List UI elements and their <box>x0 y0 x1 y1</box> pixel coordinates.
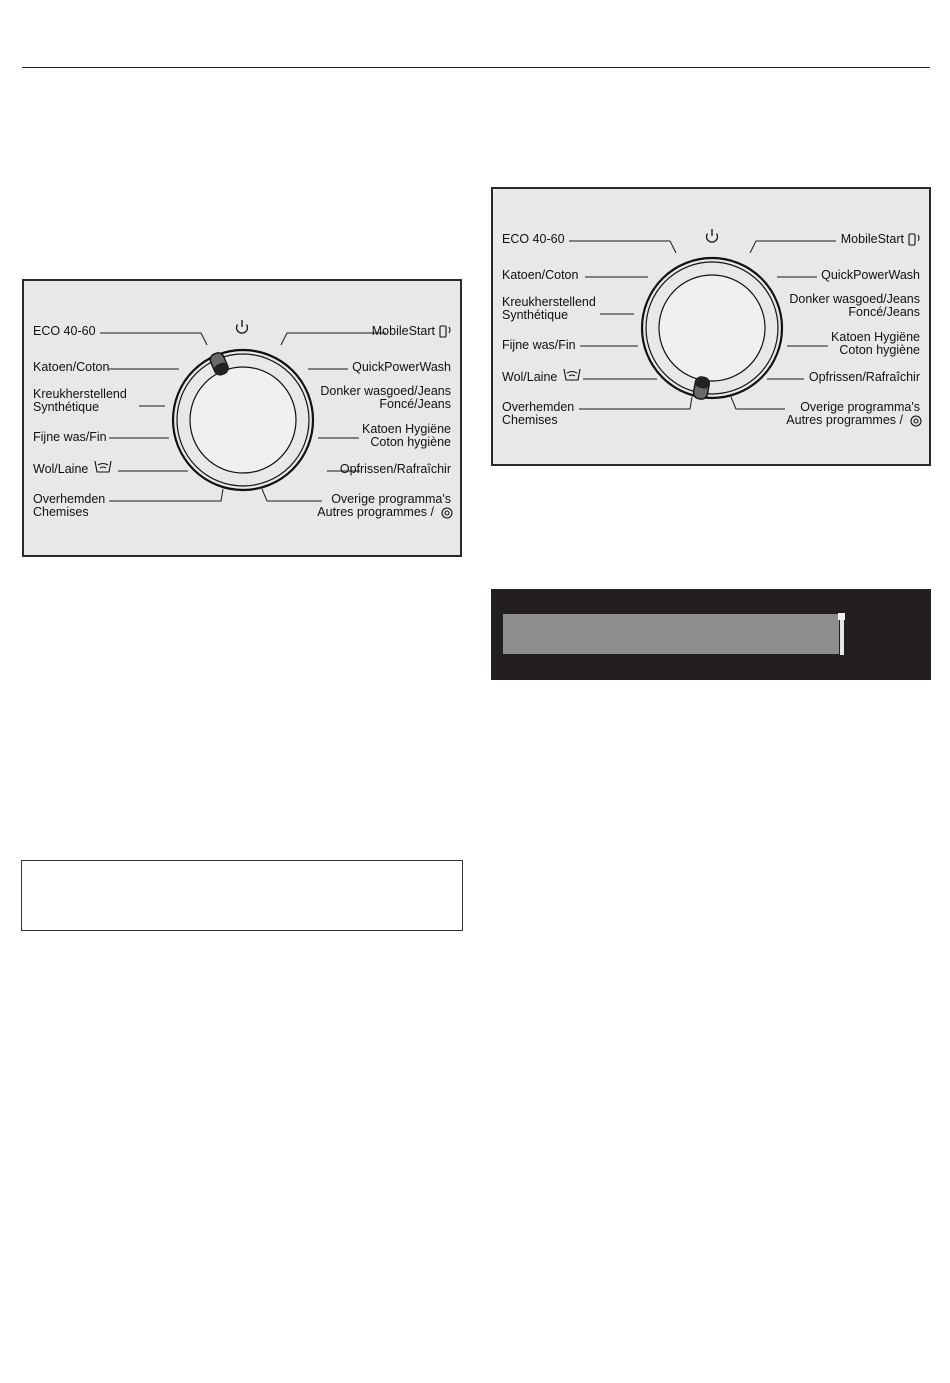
program-dial[interactable] <box>173 350 313 490</box>
label-katoen-hygiene: Katoen Hygiëne Coton hygiène <box>831 330 920 357</box>
label-wol-laine: Wol/Laine <box>33 462 89 476</box>
label-opfrissen: Opfrissen/Rafraîchir <box>339 462 451 476</box>
label-overhemden: Overhemden Chemises <box>33 492 106 519</box>
label-fijne-was: Fijne was/Fin <box>33 430 107 444</box>
label-opfrissen: Opfrissen/Rafraîchir <box>808 370 920 384</box>
label-overige-programmas: Overige programma's Autres programmes / <box>317 492 451 519</box>
wool-wash-icon <box>564 369 580 380</box>
label-kreukherstellend: Kreukherstellend Synthétique <box>502 295 596 322</box>
label-overige-programmas: Overige programma's Autres programmes / <box>786 400 920 427</box>
display-text-field <box>503 614 839 654</box>
label-fijne-was: Fijne was/Fin <box>502 338 576 352</box>
wool-wash-icon <box>95 461 111 472</box>
header-rule <box>22 67 930 68</box>
label-quickpowerwash: QuickPowerWash <box>821 268 920 282</box>
display-cursor <box>840 613 844 655</box>
label-katoen-hygiene: Katoen Hygiëne Coton hygiène <box>362 422 451 449</box>
smartphone-icon <box>440 326 450 337</box>
label-overhemden: Overhemden Chemises <box>502 400 575 427</box>
label-wol-laine: Wol/Laine <box>502 370 558 384</box>
program-selector-panel-2 <box>491 187 931 466</box>
program-selector-panel-1 <box>22 279 462 557</box>
label-mobilestart: MobileStart <box>840 232 904 246</box>
label-quickpowerwash: QuickPowerWash <box>352 360 451 374</box>
note-box <box>21 860 463 931</box>
label-donker-wasgoed: Donker wasgoed/Jeans Foncé/Jeans <box>320 384 451 411</box>
label-mobilestart: MobileStart <box>371 324 435 338</box>
power-icon <box>707 229 718 242</box>
smartphone-icon <box>909 234 919 245</box>
label-katoen-coton: Katoen/Coton <box>502 268 579 282</box>
label-katoen-coton: Katoen/Coton <box>33 360 110 374</box>
program-dial[interactable] <box>642 258 782 400</box>
label-donker-wasgoed: Donker wasgoed/Jeans Foncé/Jeans <box>789 292 920 319</box>
label-kreukherstellend: Kreukherstellend Synthétique <box>33 387 127 414</box>
power-icon <box>237 320 248 333</box>
label-eco-40-60: ECO 40-60 <box>502 232 565 246</box>
display-panel <box>491 589 931 680</box>
label-eco-40-60: ECO 40-60 <box>33 324 96 338</box>
